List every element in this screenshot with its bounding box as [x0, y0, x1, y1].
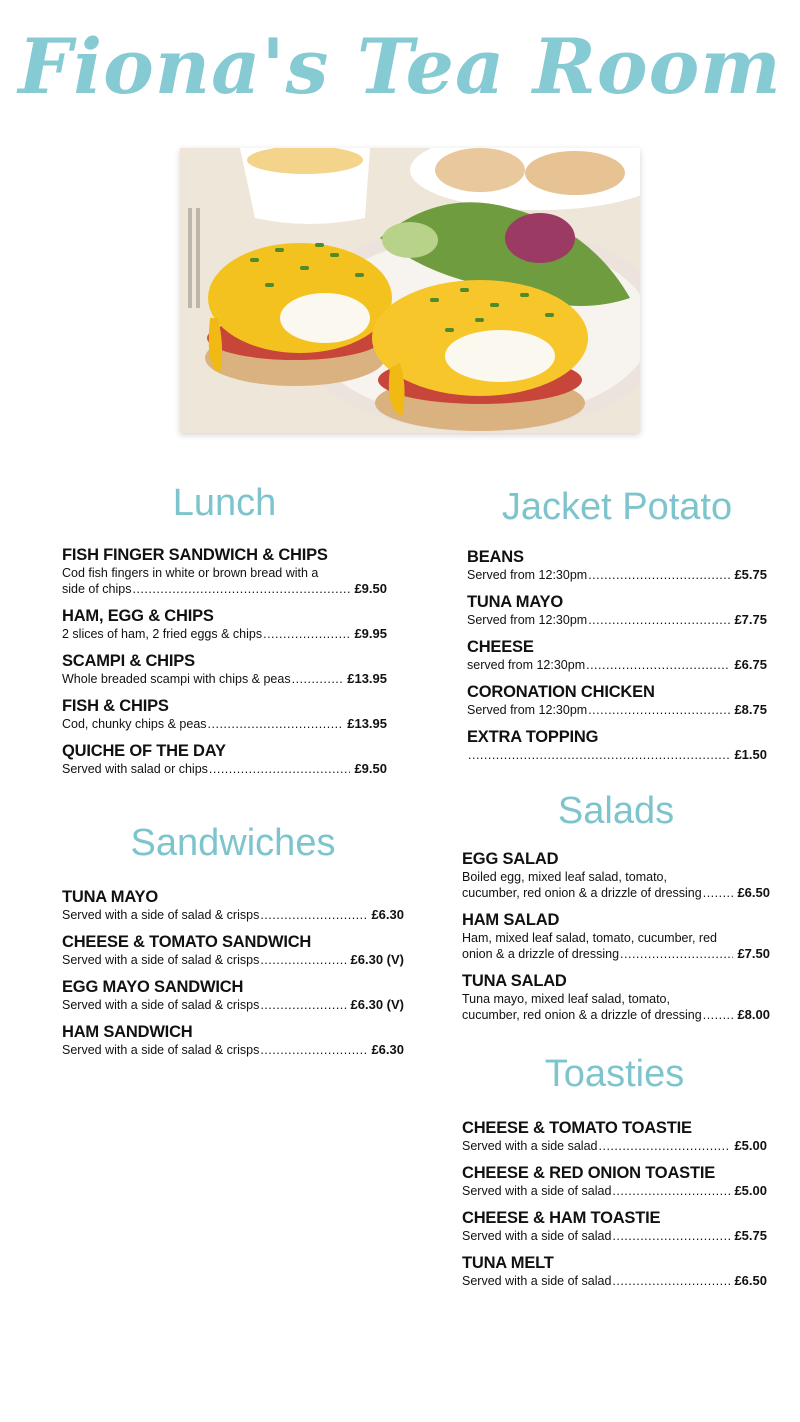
- item-description: side of chips: [62, 582, 132, 596]
- leader-dots: [703, 885, 734, 901]
- section-title: Toasties: [544, 1053, 685, 1095]
- menu-item: [62, 651, 387, 687]
- item-name: CHEESE & TOMATO SANDWICH: [62, 933, 312, 951]
- item-description: Cod fish fingers in white or brown bread with a: [62, 566, 319, 580]
- section-title: Lunch: [172, 482, 277, 524]
- leader-dots: [599, 1138, 731, 1154]
- item-price: £7.50: [737, 946, 770, 961]
- item-price: £6.30 (V): [350, 997, 404, 1012]
- leader-dots: [612, 1228, 730, 1244]
- item-description: Served with salad or chips: [62, 762, 208, 776]
- item-name: EXTRA TOPPING: [467, 728, 599, 746]
- item-price: £6.75: [734, 657, 767, 672]
- menu-item: [462, 971, 770, 1023]
- item-description: Tuna mayo, mixed leaf salad, tomato,: [462, 992, 670, 1006]
- item-description: cucumber, red onion & a drizzle of dressing: [462, 1008, 702, 1022]
- leader-dots: [263, 626, 350, 642]
- item-price: £8.75: [734, 702, 767, 717]
- item-price: £6.30 (V): [350, 952, 404, 967]
- item-price: £6.50: [737, 885, 770, 900]
- leader-dots: [292, 671, 344, 687]
- section-title: Salads: [557, 790, 675, 832]
- item-description: Boiled egg, mixed leaf salad, tomato,: [462, 870, 667, 884]
- lunch-section: [62, 482, 387, 786]
- item-name: EGG SALAD: [462, 850, 559, 868]
- item-name: SCAMPI & CHIPS: [62, 652, 195, 670]
- item-description: Served with a side of salad: [462, 1274, 612, 1288]
- leader-dots: [586, 657, 730, 673]
- item-name: CHEESE & HAM TOASTIE: [462, 1209, 661, 1227]
- menu-item: [467, 637, 767, 673]
- item-description: Served from 12:30pm: [467, 613, 588, 627]
- item-description: Served with a side of salad & crisps: [62, 953, 260, 967]
- section-title: Sandwiches: [130, 822, 336, 864]
- menu-item: [62, 741, 387, 777]
- menu-item: [462, 1118, 767, 1154]
- menu-item: [62, 887, 404, 923]
- menu-item: [462, 910, 770, 962]
- item-name: TUNA MAYO: [62, 888, 158, 906]
- leader-dots: [260, 952, 346, 968]
- menu-item: [462, 1163, 767, 1199]
- item-price: £9.50: [354, 761, 387, 776]
- leader-dots: [209, 761, 351, 777]
- item-description: Served from 12:30pm: [467, 703, 588, 717]
- item-name: CHEESE & TOMATO TOASTIE: [462, 1119, 692, 1137]
- toasties-section: [462, 1053, 767, 1298]
- item-price: £7.75: [734, 612, 767, 627]
- item-description: Served with a side of salad: [462, 1184, 612, 1198]
- leader-dots: [588, 612, 730, 628]
- leader-dots: [260, 907, 367, 923]
- item-description: 2 slices of ham, 2 fried eggs & chips: [62, 627, 263, 641]
- item-name: HAM, EGG & CHIPS: [62, 607, 214, 625]
- jacket-potato-section: [467, 486, 767, 772]
- leader-dots: [612, 1273, 730, 1289]
- leader-dots: [132, 581, 350, 597]
- item-price: £5.00: [734, 1138, 767, 1153]
- menu-item: [462, 1208, 767, 1244]
- leader-dots: [208, 716, 344, 732]
- leader-dots: [588, 567, 730, 583]
- item-description: cucumber, red onion & a drizzle of dressing: [462, 886, 702, 900]
- page-title: Fiona's Tea Room: [18, 22, 782, 111]
- item-description: served from 12:30pm: [467, 658, 586, 672]
- item-description: Served with a side of salad & crisps: [62, 1043, 260, 1057]
- item-price: £13.95: [347, 716, 387, 731]
- item-name: HAM SANDWICH: [62, 1023, 193, 1041]
- menu-item: [467, 727, 767, 763]
- item-name: CORONATION CHICKEN: [467, 683, 655, 701]
- item-name: TUNA MAYO: [467, 593, 563, 611]
- menu-item: [462, 849, 770, 901]
- item-price: £13.95: [347, 671, 387, 686]
- menu-item: [467, 682, 767, 718]
- item-price: £9.50: [354, 581, 387, 596]
- menu-item: [62, 932, 404, 968]
- item-description: Served with a side of salad: [462, 1229, 612, 1243]
- salads-section: [462, 790, 770, 1032]
- item-name: EGG MAYO SANDWICH: [62, 978, 244, 996]
- leader-dots: [468, 747, 730, 763]
- item-name: TUNA SALAD: [462, 972, 567, 990]
- item-description: Served with a side of salad & crisps: [62, 908, 260, 922]
- item-price: £5.00: [734, 1183, 767, 1198]
- item-description: Served with a side salad: [462, 1139, 598, 1153]
- leader-dots: [703, 1007, 734, 1023]
- item-name: TUNA MELT: [462, 1254, 554, 1272]
- menu-item: [467, 592, 767, 628]
- eggs-benedict-photo: [180, 148, 640, 433]
- item-name: CHEESE & RED ONION TOASTIE: [462, 1164, 716, 1182]
- item-description: Served from 12:30pm: [467, 568, 588, 582]
- leader-dots: [260, 997, 346, 1013]
- item-name: HAM SALAD: [462, 911, 560, 929]
- sandwiches-section: [62, 822, 404, 1067]
- item-name: FISH & CHIPS: [62, 697, 169, 715]
- item-description: Whole breaded scampi with chips & peas: [62, 672, 291, 686]
- item-description: Served with a side of salad & crisps: [62, 998, 260, 1012]
- item-price: £6.30: [371, 1042, 404, 1057]
- leader-dots: [612, 1183, 730, 1199]
- item-price: £5.75: [734, 567, 767, 582]
- item-name: CHEESE: [467, 638, 534, 656]
- menu-item: [467, 547, 767, 583]
- item-price: £9.95: [354, 626, 387, 641]
- menu-item: [62, 696, 387, 732]
- section-title: Jacket Potato: [501, 486, 733, 528]
- item-price: £1.50: [734, 747, 767, 762]
- item-description: Cod, chunky chips & peas: [62, 717, 207, 731]
- item-name: QUICHE OF THE DAY: [62, 742, 226, 760]
- leader-dots: [620, 946, 733, 962]
- menu-item: [62, 977, 404, 1013]
- leader-dots: [260, 1042, 367, 1058]
- menu-item: [62, 606, 387, 642]
- menu-item: [462, 1253, 767, 1289]
- item-description: onion & a drizzle of dressing: [462, 947, 620, 961]
- menu-item: [62, 545, 387, 597]
- item-price: £5.75: [734, 1228, 767, 1243]
- item-price: £6.30: [371, 907, 404, 922]
- item-description: Ham, mixed leaf salad, tomato, cucumber, red: [462, 931, 717, 945]
- leader-dots: [588, 702, 730, 718]
- item-price: £6.50: [734, 1273, 767, 1288]
- item-price: £8.00: [737, 1007, 770, 1022]
- menu-item: [62, 1022, 404, 1058]
- item-name: FISH FINGER SANDWICH & CHIPS: [62, 546, 328, 564]
- item-name: BEANS: [467, 548, 524, 566]
